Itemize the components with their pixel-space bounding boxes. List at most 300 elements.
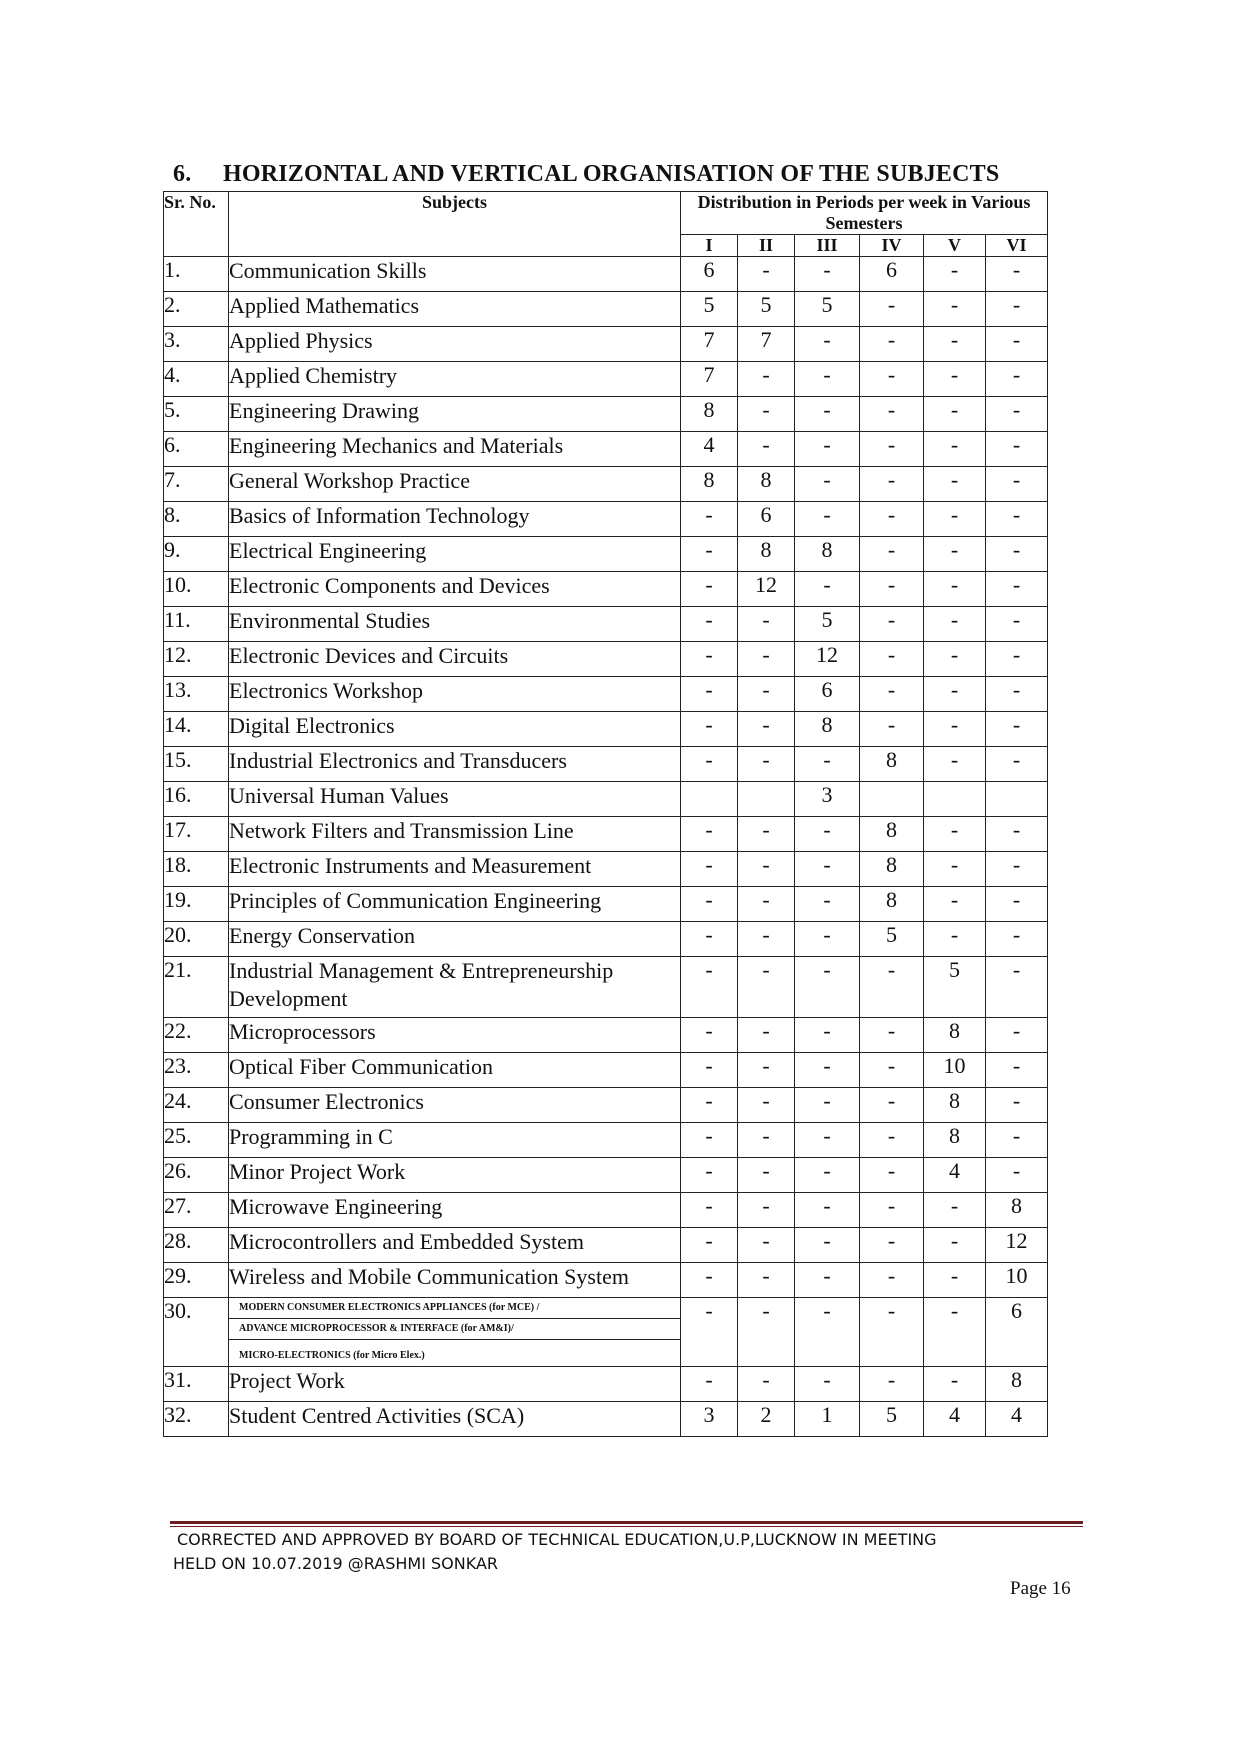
period-cell: 8: [681, 397, 738, 432]
period-cell: -: [681, 1263, 738, 1298]
period-cell: -: [860, 607, 924, 642]
semester-header: III: [795, 235, 860, 257]
period-cell: -: [986, 1123, 1048, 1158]
period-cell: -: [986, 397, 1048, 432]
subjects-header: Subjects: [229, 192, 681, 257]
sr-no-cell: 4.: [164, 362, 229, 397]
sr-no-header: Sr. No.: [164, 192, 229, 257]
subject-cell: Engineering Mechanics and Materials: [229, 432, 681, 467]
table-row: [164, 397, 1048, 432]
section-heading: [173, 161, 999, 188]
subject-cell: Optical Fiber Communication: [229, 1053, 681, 1088]
period-cell: -: [681, 957, 738, 1018]
period-cell: 5: [795, 292, 860, 327]
period-cell: -: [860, 677, 924, 712]
table-row: [164, 1228, 1048, 1263]
period-cell: 8: [738, 467, 795, 502]
period-cell: -: [986, 292, 1048, 327]
period-cell: -: [986, 957, 1048, 1018]
period-cell: -: [924, 432, 986, 467]
period-cell: -: [681, 677, 738, 712]
period-cell: -: [986, 572, 1048, 607]
table-row: [164, 1123, 1048, 1158]
period-cell: 10: [986, 1263, 1048, 1298]
page-number: Page 16: [1010, 1578, 1071, 1599]
period-cell: 6: [681, 257, 738, 292]
period-cell: 6: [860, 257, 924, 292]
subject-cell: Consumer Electronics: [229, 1088, 681, 1123]
period-cell: 8: [795, 712, 860, 747]
table-row: [164, 1298, 1048, 1367]
period-cell: -: [860, 1298, 924, 1367]
sr-no-cell: 19.: [164, 887, 229, 922]
period-cell: -: [924, 747, 986, 782]
subject-cell: [229, 1298, 681, 1367]
subject-cell: Programming in C: [229, 1123, 681, 1158]
subject-cell: Basics of Information Technology: [229, 502, 681, 537]
subject-cell: Industrial Electronics and Transducers: [229, 747, 681, 782]
footer-line-2: HELD ON 10.07.2019 @RASHMI SONKAR: [173, 1554, 499, 1573]
table-row: [164, 1018, 1048, 1053]
table-row: [164, 1367, 1048, 1402]
period-cell: -: [795, 257, 860, 292]
table-row: [164, 747, 1048, 782]
period-cell: -: [860, 957, 924, 1018]
period-cell: 5: [924, 957, 986, 1018]
sr-no-cell: 17.: [164, 817, 229, 852]
sr-no-cell: 11.: [164, 607, 229, 642]
table-header: [164, 192, 1048, 257]
period-cell: -: [738, 1367, 795, 1402]
footer-rule-thick: [170, 1521, 1083, 1524]
period-cell: -: [860, 1053, 924, 1088]
sr-no-cell: 5.: [164, 397, 229, 432]
subject-cell: General Workshop Practice: [229, 467, 681, 502]
sr-no-cell: 7.: [164, 467, 229, 502]
table-row: [164, 782, 1048, 817]
subject-cell: Electronics Workshop: [229, 677, 681, 712]
section-number: 6.: [173, 161, 192, 187]
period-cell: -: [738, 607, 795, 642]
footer-rule-thin: [170, 1526, 1083, 1527]
period-cell: -: [795, 1228, 860, 1263]
semester-header: IV: [860, 235, 924, 257]
distribution-header: Distribution in Periods per week in Various Semesters: [681, 192, 1048, 235]
period-cell: -: [795, 922, 860, 957]
period-cell: -: [860, 1123, 924, 1158]
period-cell: -: [738, 712, 795, 747]
period-cell: -: [860, 1263, 924, 1298]
period-cell: -: [860, 1158, 924, 1193]
subject-cell: Network Filters and Transmission Line: [229, 817, 681, 852]
period-cell: 5: [738, 292, 795, 327]
period-cell: 8: [860, 817, 924, 852]
subject-cell: Principles of Communication Engineering: [229, 887, 681, 922]
period-cell: 7: [738, 327, 795, 362]
period-cell: -: [924, 677, 986, 712]
period-cell: -: [860, 292, 924, 327]
table-row: [164, 537, 1048, 572]
sr-no-cell: 23.: [164, 1053, 229, 1088]
period-cell: -: [924, 607, 986, 642]
period-cell: -: [986, 852, 1048, 887]
period-cell: -: [924, 257, 986, 292]
period-cell: -: [860, 327, 924, 362]
period-cell: 8: [860, 747, 924, 782]
table-row: [164, 677, 1048, 712]
table-row: [164, 712, 1048, 747]
period-cell: 6: [738, 502, 795, 537]
period-cell: 4: [986, 1402, 1048, 1437]
period-cell: 10: [924, 1053, 986, 1088]
table-row: [164, 852, 1048, 887]
period-cell: -: [924, 292, 986, 327]
table-row: [164, 362, 1048, 397]
period-cell: -: [986, 747, 1048, 782]
period-cell: 3: [795, 782, 860, 817]
period-cell: -: [986, 1088, 1048, 1123]
period-cell: -: [924, 327, 986, 362]
sr-no-cell: 30.: [164, 1298, 229, 1367]
period-cell: -: [681, 1158, 738, 1193]
period-cell: -: [738, 957, 795, 1018]
period-cell: -: [924, 397, 986, 432]
period-cell: -: [860, 397, 924, 432]
sr-no-cell: 27.: [164, 1193, 229, 1228]
period-cell: -: [738, 1193, 795, 1228]
period-cell: 1: [795, 1402, 860, 1437]
sr-no-cell: 15.: [164, 747, 229, 782]
period-cell: 8: [860, 887, 924, 922]
period-cell: -: [860, 362, 924, 397]
table-row: [164, 257, 1048, 292]
period-cell: -: [681, 642, 738, 677]
period-cell: -: [986, 257, 1048, 292]
period-cell: -: [986, 712, 1048, 747]
table-row: [164, 607, 1048, 642]
period-cell: -: [738, 677, 795, 712]
period-cell: 3: [681, 1402, 738, 1437]
period-cell: [860, 782, 924, 817]
table-row: [164, 292, 1048, 327]
semester-header: VI: [986, 235, 1048, 257]
period-cell: 12: [986, 1228, 1048, 1263]
period-cell: -: [795, 852, 860, 887]
period-cell: 8: [795, 537, 860, 572]
subject-cell: Applied Mathematics: [229, 292, 681, 327]
period-cell: -: [681, 817, 738, 852]
subject-option-line: ADVANCE MICROPROCESSOR & INTERFACE (for AM&I)/: [229, 1319, 680, 1340]
period-cell: -: [738, 397, 795, 432]
table-row: [164, 1263, 1048, 1298]
sr-no-cell: 25.: [164, 1123, 229, 1158]
subjects-table: [163, 191, 1048, 1437]
period-cell: -: [795, 887, 860, 922]
period-cell: -: [681, 1193, 738, 1228]
sr-no-cell: 16.: [164, 782, 229, 817]
period-cell: -: [681, 1053, 738, 1088]
period-cell: -: [986, 1053, 1048, 1088]
period-cell: -: [924, 1367, 986, 1402]
period-cell: -: [681, 1228, 738, 1263]
period-cell: 4: [681, 432, 738, 467]
period-cell: -: [924, 1228, 986, 1263]
period-cell: -: [795, 1018, 860, 1053]
period-cell: -: [681, 712, 738, 747]
period-cell: -: [738, 642, 795, 677]
period-cell: -: [986, 327, 1048, 362]
period-cell: 6: [986, 1298, 1048, 1367]
subject-cell: Applied Chemistry: [229, 362, 681, 397]
table-row: [164, 922, 1048, 957]
sr-no-cell: 3.: [164, 327, 229, 362]
period-cell: -: [924, 502, 986, 537]
period-cell: -: [986, 887, 1048, 922]
sr-no-cell: 12.: [164, 642, 229, 677]
period-cell: -: [681, 607, 738, 642]
subject-cell: Applied Physics: [229, 327, 681, 362]
table-row: [164, 1402, 1048, 1437]
subject-cell: Electrical Engineering: [229, 537, 681, 572]
period-cell: -: [795, 1158, 860, 1193]
period-cell: -: [924, 712, 986, 747]
sr-no-cell: 13.: [164, 677, 229, 712]
semester-header: II: [738, 235, 795, 257]
period-cell: -: [795, 1123, 860, 1158]
period-cell: 8: [986, 1367, 1048, 1402]
period-cell: -: [986, 817, 1048, 852]
period-cell: -: [738, 817, 795, 852]
period-cell: -: [738, 1053, 795, 1088]
period-cell: -: [738, 1158, 795, 1193]
period-cell: [986, 782, 1048, 817]
period-cell: -: [738, 922, 795, 957]
period-cell: -: [681, 537, 738, 572]
period-cell: -: [860, 502, 924, 537]
subject-cell: Universal Human Values: [229, 782, 681, 817]
sr-no-cell: 31.: [164, 1367, 229, 1402]
table-row: [164, 1158, 1048, 1193]
period-cell: -: [795, 747, 860, 782]
sr-no-cell: 6.: [164, 432, 229, 467]
period-cell: 8: [986, 1193, 1048, 1228]
table-row: [164, 432, 1048, 467]
subject-cell: Electronic Components and Devices: [229, 572, 681, 607]
period-cell: -: [924, 887, 986, 922]
sr-no-cell: 29.: [164, 1263, 229, 1298]
period-cell: -: [986, 642, 1048, 677]
table-row: [164, 957, 1048, 1018]
period-cell: [681, 782, 738, 817]
period-cell: -: [681, 502, 738, 537]
period-cell: -: [738, 1228, 795, 1263]
period-cell: -: [986, 677, 1048, 712]
period-cell: -: [738, 747, 795, 782]
period-cell: 7: [681, 327, 738, 362]
period-cell: -: [738, 1263, 795, 1298]
section-title: HORIZONTAL AND VERTICAL ORGANISATION OF THE SUBJECTS: [223, 161, 1000, 187]
period-cell: -: [860, 432, 924, 467]
sr-no-cell: 21.: [164, 957, 229, 1018]
period-cell: -: [795, 327, 860, 362]
sr-no-cell: 2.: [164, 292, 229, 327]
subject-cell: Microprocessors: [229, 1018, 681, 1053]
period-cell: 8: [738, 537, 795, 572]
sr-no-cell: 20.: [164, 922, 229, 957]
period-cell: -: [738, 1018, 795, 1053]
period-cell: -: [860, 1228, 924, 1263]
subject-cell: Digital Electronics: [229, 712, 681, 747]
period-cell: -: [681, 572, 738, 607]
period-cell: -: [681, 747, 738, 782]
period-cell: -: [795, 362, 860, 397]
sr-no-cell: 28.: [164, 1228, 229, 1263]
table-row: [164, 1088, 1048, 1123]
period-cell: 4: [924, 1402, 986, 1437]
period-cell: -: [924, 467, 986, 502]
period-cell: -: [795, 502, 860, 537]
period-cell: -: [860, 572, 924, 607]
footer-line-1: CORRECTED AND APPROVED BY BOARD OF TECHNICAL EDUCATION,U.P,LUCKNOW IN MEETING: [177, 1530, 937, 1549]
period-cell: -: [860, 642, 924, 677]
period-cell: -: [795, 817, 860, 852]
sr-no-cell: 9.: [164, 537, 229, 572]
subject-cell: Communication Skills: [229, 257, 681, 292]
period-cell: -: [986, 432, 1048, 467]
semester-header: V: [924, 235, 986, 257]
subject-cell: Engineering Drawing: [229, 397, 681, 432]
period-cell: -: [924, 1193, 986, 1228]
period-cell: -: [986, 1158, 1048, 1193]
sr-no-cell: 24.: [164, 1088, 229, 1123]
period-cell: -: [860, 1018, 924, 1053]
period-cell: -: [860, 537, 924, 572]
semester-header: I: [681, 235, 738, 257]
period-cell: -: [795, 1193, 860, 1228]
period-cell: 4: [924, 1158, 986, 1193]
period-cell: -: [681, 1123, 738, 1158]
subject-cell: Electronic Instruments and Measurement: [229, 852, 681, 887]
period-cell: [738, 782, 795, 817]
period-cell: -: [681, 887, 738, 922]
period-cell: 8: [924, 1123, 986, 1158]
period-cell: -: [738, 432, 795, 467]
period-cell: -: [738, 852, 795, 887]
table-row: [164, 1193, 1048, 1228]
period-cell: -: [860, 467, 924, 502]
period-cell: -: [924, 922, 986, 957]
period-cell: -: [681, 1298, 738, 1367]
period-cell: [924, 782, 986, 817]
period-cell: -: [795, 1263, 860, 1298]
period-cell: 5: [860, 922, 924, 957]
period-cell: -: [924, 362, 986, 397]
period-cell: -: [924, 537, 986, 572]
period-cell: -: [681, 852, 738, 887]
period-cell: 7: [681, 362, 738, 397]
period-cell: 8: [924, 1018, 986, 1053]
period-cell: -: [860, 712, 924, 747]
period-cell: -: [681, 1367, 738, 1402]
period-cell: -: [738, 1298, 795, 1367]
period-cell: 5: [795, 607, 860, 642]
subject-cell: Electronic Devices and Circuits: [229, 642, 681, 677]
sr-no-cell: 1.: [164, 257, 229, 292]
table-body: [164, 257, 1048, 1437]
subject-cell: Energy Conservation: [229, 922, 681, 957]
period-cell: -: [924, 1263, 986, 1298]
period-cell: 12: [795, 642, 860, 677]
period-cell: 8: [924, 1088, 986, 1123]
sr-no-cell: 18.: [164, 852, 229, 887]
table-row: [164, 572, 1048, 607]
period-cell: -: [924, 1298, 986, 1367]
sr-no-cell: 22.: [164, 1018, 229, 1053]
period-cell: -: [738, 1088, 795, 1123]
period-cell: -: [986, 922, 1048, 957]
sr-no-cell: 8.: [164, 502, 229, 537]
subject-cell: Microcontrollers and Embedded System: [229, 1228, 681, 1263]
period-cell: 8: [681, 467, 738, 502]
subject-option-line: MODERN CONSUMER ELECTRONICS APPLIANCES (for MCE) /: [229, 1298, 680, 1319]
period-cell: -: [795, 1053, 860, 1088]
period-cell: -: [795, 1088, 860, 1123]
table-row: [164, 887, 1048, 922]
period-cell: -: [795, 1298, 860, 1367]
period-cell: -: [860, 1367, 924, 1402]
period-cell: -: [795, 572, 860, 607]
subject-cell: Environmental Studies: [229, 607, 681, 642]
subject-cell: Wireless and Mobile Communication System: [229, 1263, 681, 1298]
period-cell: 2: [738, 1402, 795, 1437]
period-cell: -: [681, 922, 738, 957]
period-cell: -: [860, 1088, 924, 1123]
period-cell: 12: [738, 572, 795, 607]
period-cell: -: [795, 397, 860, 432]
period-cell: -: [986, 467, 1048, 502]
period-cell: -: [924, 852, 986, 887]
period-cell: -: [795, 432, 860, 467]
period-cell: -: [860, 1193, 924, 1228]
period-cell: -: [738, 362, 795, 397]
subject-cell: Student Centred Activities (SCA): [229, 1402, 681, 1437]
table-row: [164, 502, 1048, 537]
sr-no-cell: 14.: [164, 712, 229, 747]
footer-note: [173, 1528, 1073, 1576]
subject-cell: Minor Project Work: [229, 1158, 681, 1193]
period-cell: -: [795, 957, 860, 1018]
sr-no-cell: 32.: [164, 1402, 229, 1437]
period-cell: 8: [860, 852, 924, 887]
subject-cell: Microwave Engineering: [229, 1193, 681, 1228]
sr-no-cell: 10.: [164, 572, 229, 607]
period-cell: -: [738, 1123, 795, 1158]
period-cell: -: [986, 362, 1048, 397]
table-row: [164, 467, 1048, 502]
period-cell: -: [986, 1018, 1048, 1053]
period-cell: -: [986, 537, 1048, 572]
period-cell: -: [738, 257, 795, 292]
table-row: [164, 642, 1048, 677]
table-row: [164, 327, 1048, 362]
sr-no-cell: 26.: [164, 1158, 229, 1193]
period-cell: 6: [795, 677, 860, 712]
table-row: [164, 1053, 1048, 1088]
period-cell: 5: [860, 1402, 924, 1437]
period-cell: -: [924, 572, 986, 607]
period-cell: -: [795, 467, 860, 502]
period-cell: -: [738, 887, 795, 922]
